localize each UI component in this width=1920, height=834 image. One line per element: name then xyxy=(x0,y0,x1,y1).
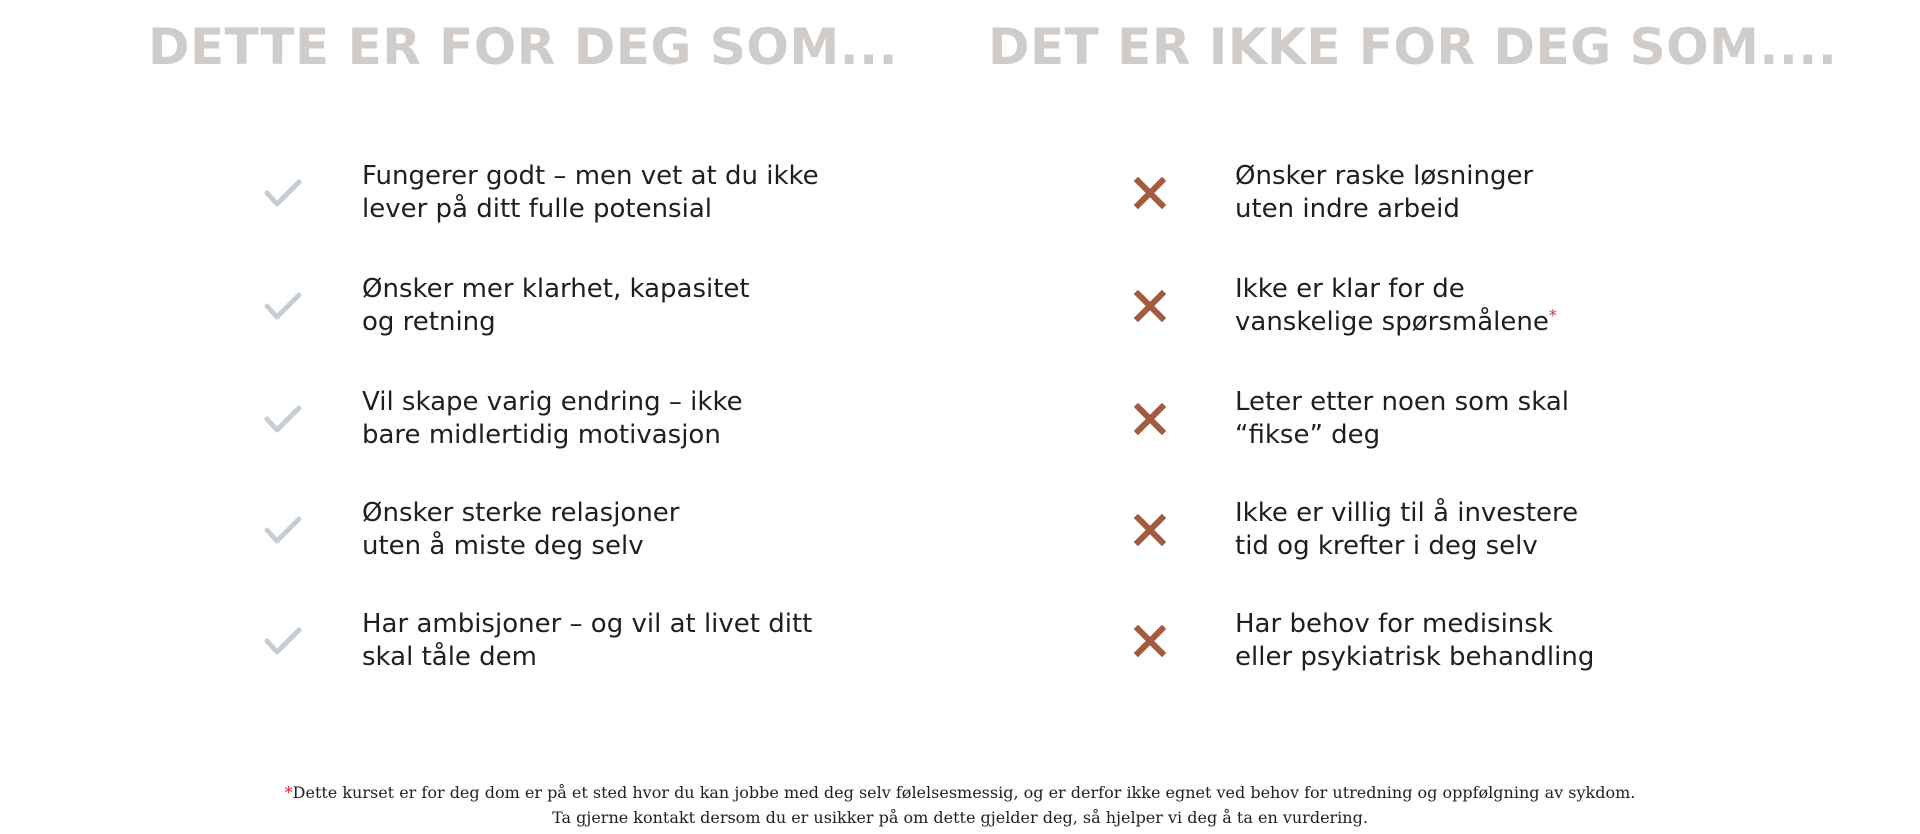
footnote-line-2: Ta gjerne kontakt dersom du er usikker på om dette gjelder deg, så hjelper vi deg å ta en vurdering. xyxy=(552,808,1368,827)
for-you-heading: DETTE ER FOR DEG SOM... xyxy=(148,18,899,76)
asterisk-marker: * xyxy=(1548,305,1557,325)
check-icon xyxy=(253,626,313,656)
not-for-item-text: Ikke er villig til å investere tid og krefter i deg selv xyxy=(1235,498,1579,561)
for-item xyxy=(253,160,819,226)
not-for-item xyxy=(1120,160,1533,226)
cross-icon xyxy=(1120,290,1180,322)
footnote-text-1: Dette kurset er for deg dom er på et sted hvor du kan jobbe med deg selv følelsesmessig, og er derfor ikke egnet ved behov for utredning og oppfølgning av sykdom. xyxy=(292,783,1636,802)
for-item-text: Vil skape varig endring – ikke bare midlertidig motivasjon xyxy=(362,387,743,450)
check-icon xyxy=(253,404,313,434)
for-item-text: Ønsker sterke relasjoner uten å miste deg selv xyxy=(362,498,680,561)
not-for-item-text: Ønsker raske løsninger uten indre arbeid xyxy=(1235,161,1534,224)
cross-icon xyxy=(1120,514,1180,546)
check-icon xyxy=(253,515,313,545)
not-for-item xyxy=(1120,608,1594,674)
not-for-item-text: Har behov for medisinsk eller psykiatrisk behandling xyxy=(1235,609,1595,672)
for-item-text: Ønsker mer klarhet, kapasitet og retning xyxy=(362,274,750,337)
not-for-item-text xyxy=(1235,273,1557,339)
check-icon xyxy=(253,291,313,321)
for-item-text: Har ambisjoner – og vil at livet ditt skal tåle dem xyxy=(362,609,813,672)
footnote-line-1 xyxy=(0,780,1920,805)
cross-icon xyxy=(1120,625,1180,657)
check-icon xyxy=(253,178,313,208)
cross-icon xyxy=(1120,403,1180,435)
for-item-text: Fungerer godt – men vet at du ikke lever på ditt fulle potensial xyxy=(362,161,819,224)
footnote-asterisk: * xyxy=(284,783,293,802)
for-item xyxy=(253,386,743,452)
not-for-you-heading: DET ER IKKE FOR DEG SOM.... xyxy=(988,18,1838,76)
not-for-item xyxy=(1120,386,1569,452)
cross-icon xyxy=(1120,177,1180,209)
not-for-item-text: Leter etter noen som skal “fikse” deg xyxy=(1235,387,1569,450)
not-for-item xyxy=(1120,273,1557,339)
not-for-item-text-body: Ikke er klar for de vanskelige spørsmålene xyxy=(1235,274,1549,337)
for-item xyxy=(253,273,750,339)
footnote xyxy=(0,780,1920,830)
for-item xyxy=(253,608,812,674)
not-for-item xyxy=(1120,497,1578,563)
for-item xyxy=(253,497,680,563)
